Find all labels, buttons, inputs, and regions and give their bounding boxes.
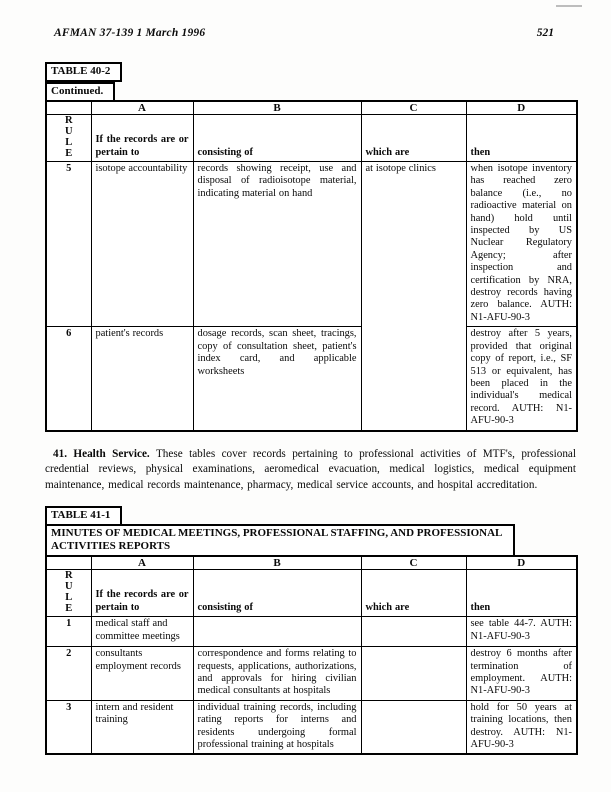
cell-c — [361, 647, 466, 701]
table-40-2-letter-row — [46, 101, 577, 115]
col-letter-c: C — [361, 101, 466, 115]
cell-c — [361, 700, 466, 754]
header-b: consisting of — [193, 570, 361, 617]
col-letter-b: B — [193, 101, 361, 115]
table-row — [46, 700, 577, 754]
col-letter-a: A — [91, 101, 193, 115]
table-row — [46, 162, 577, 327]
page-header — [45, 27, 576, 39]
cell-d: when isotope inventory has reached zero balance (i.e., no radioactive material on hand) hold until inspected by US Nuclear Regulatory Agency; after inspection and certification by NRA, destroy records having zero balance. AUTH: N1-AFU-90-3 — [466, 162, 577, 327]
cell-b: individual training records, including rating reports for interns and residents undergoing formal professional training at hospitals — [193, 700, 361, 754]
table-40-2-continued: Continued. — [45, 82, 115, 102]
header-d: then — [466, 570, 577, 617]
cell-b: dosage records, scan sheet, tracings, copy of consultation sheet, patient's index card, and applicable worksheets — [193, 327, 361, 431]
rule-letter: U — [64, 581, 73, 593]
rule-number: 1 — [46, 617, 91, 647]
rule-column-header — [46, 570, 91, 617]
rule-letter: U — [64, 126, 73, 137]
table-row — [46, 327, 577, 431]
cell-a: intern and resident training — [91, 700, 193, 754]
cell-b: records showing receipt, use and disposal of radioisotope material, indicating material on hand — [193, 162, 361, 327]
rule-number: 6 — [46, 327, 91, 431]
cell-b: correspondence and forms relating to requests, applications, authorizations, and approvals for hiring civilian medical consultants at hospitals — [193, 647, 361, 701]
cell-a: medical staff and committee meetings — [91, 617, 193, 647]
col-letter-d: D — [466, 101, 577, 115]
rule-letter: L — [65, 137, 73, 148]
corner-cell — [46, 556, 91, 570]
table-40-2-tag: TABLE 40-2 — [45, 62, 122, 82]
rule-column-header — [46, 115, 91, 162]
table-row — [46, 617, 577, 647]
rule-letter: L — [65, 592, 73, 604]
table-41-1-title: MINUTES OF MEDICAL MEETINGS, PROFESSIONAL STAFFING, AND PROFESSIONAL ACTIVITIES REPORTS — [45, 524, 515, 557]
rule-letter: R — [64, 570, 73, 582]
cell-b — [193, 617, 361, 647]
col-letter-d: D — [466, 556, 577, 570]
col-letter-b: B — [193, 556, 361, 570]
cell-d: destroy after 5 years, provided that original copy of report, i.e., SF 513 or equivalent, has been placed in the individual's medical record. AUTH: N1-AFU-90-3 — [466, 327, 577, 431]
table-row — [46, 647, 577, 701]
table-41-1-letter-row — [46, 556, 577, 570]
page-number: 521 — [536, 27, 554, 39]
rule-letter: R — [64, 115, 73, 126]
table-40-2-caption — [45, 62, 576, 102]
rule-letter: E — [65, 148, 73, 159]
header-c: which are — [361, 570, 466, 617]
cell-d: destroy 6 months after termination of employment. AUTH: N1-AFU-90-3 — [466, 647, 577, 701]
rule-number: 3 — [46, 700, 91, 754]
header-c: which are — [361, 115, 466, 162]
rule-letter: E — [65, 603, 73, 615]
cell-a: patient's records — [91, 327, 193, 431]
rule-number: 5 — [46, 162, 91, 327]
header-a: If the records are or pertain to — [91, 115, 193, 162]
header-d: then — [466, 115, 577, 162]
document-id: AFMAN 37-139 1 March 1996 — [54, 27, 206, 39]
cell-d: see table 44-7. AUTH: N1-AFU-90-3 — [466, 617, 577, 647]
header-b: consisting of — [193, 115, 361, 162]
cell-c: at isotope clinics — [361, 162, 466, 431]
cell-c — [361, 617, 466, 647]
table-41-1 — [45, 555, 578, 756]
table-40-2-header-row — [46, 115, 577, 162]
table-41-1-header-row — [46, 570, 577, 617]
document-page — [45, 0, 576, 755]
paragraph-41-lead: 41. Health Service. — [53, 447, 150, 460]
col-letter-a: A — [91, 556, 193, 570]
table-40-2 — [45, 100, 578, 432]
rule-number: 2 — [46, 647, 91, 701]
paragraph-41 — [45, 447, 576, 494]
header-a: If the records are or pertain to — [91, 570, 193, 617]
col-letter-c: C — [361, 556, 466, 570]
cell-a: consultants employment records — [91, 647, 193, 701]
cell-d: hold for 50 years at training locations, then destroy. AUTH: N1-AFU-90-3 — [466, 700, 577, 754]
paragraph-41-body: These tables cover records pertaining to professional activities of MTF's, professional credential reviews, physical examinations, aeromedical evacuation, medical logistics, medical equipment maintenance, medical records maintenance, pharmacy, medical service accounts, and hospital accreditation. — [45, 447, 577, 492]
corner-cell — [46, 101, 91, 115]
cell-a: isotope accountability — [91, 162, 193, 327]
table-41-1-tag: TABLE 41-1 — [45, 506, 122, 526]
